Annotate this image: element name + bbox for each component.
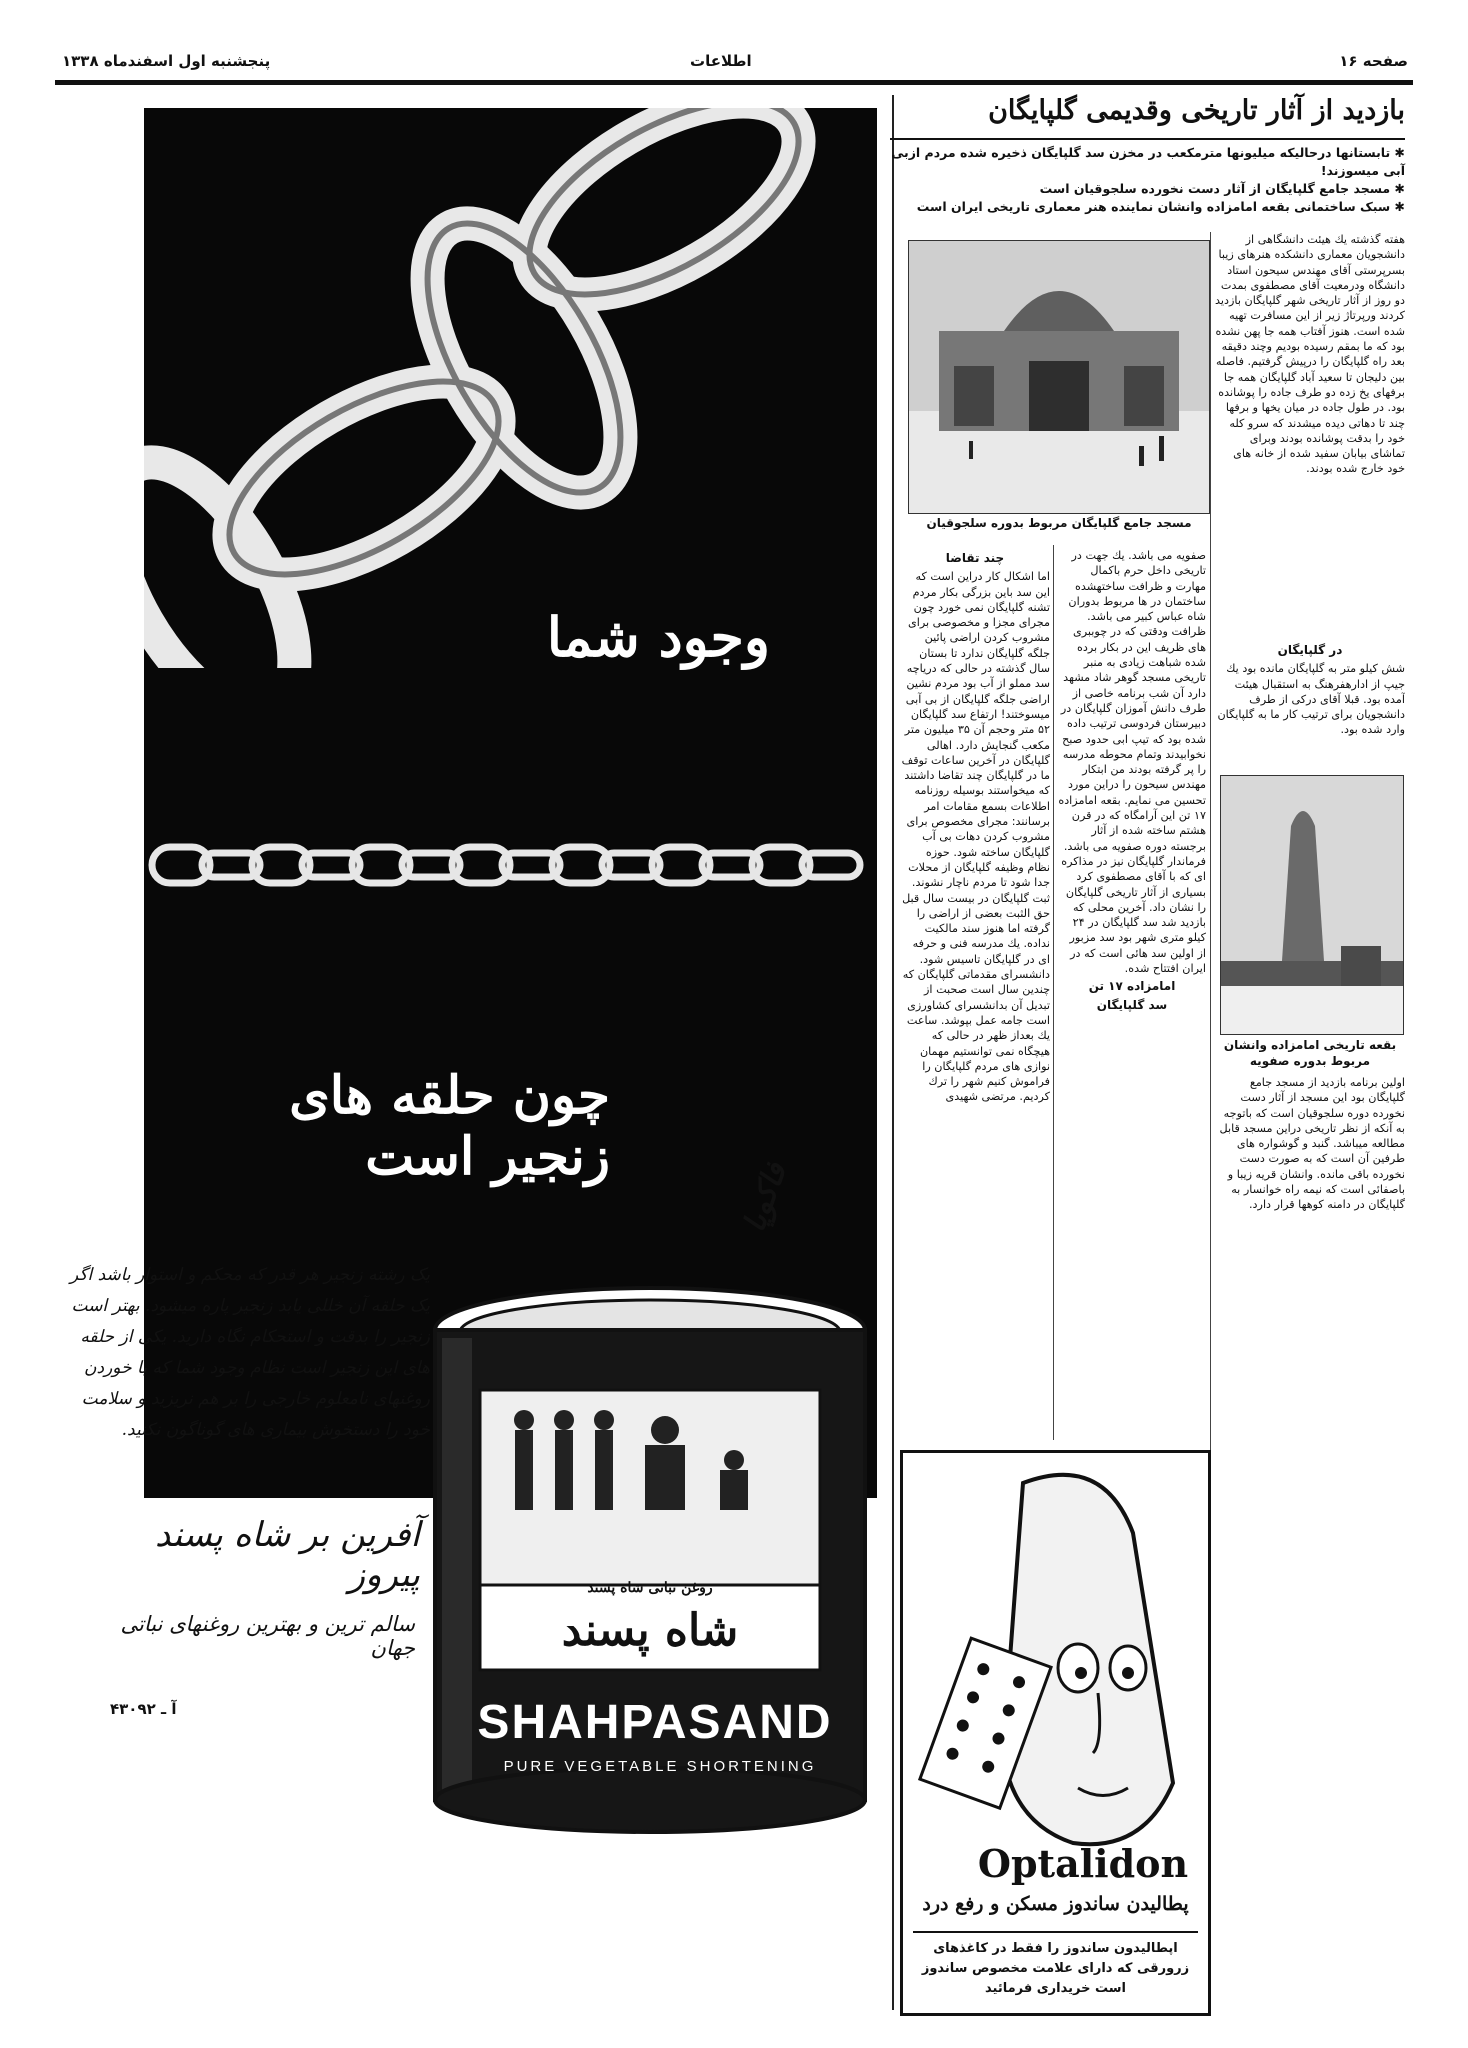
shrine-photo <box>1220 775 1404 1035</box>
column-divider <box>892 95 894 2010</box>
shahpasand-tin <box>420 1280 880 1840</box>
chain-link <box>388 193 659 523</box>
section-subheading: امامزاده ۱۷ تن <box>1088 979 1176 994</box>
article-paragraph: اما اشکال کار دراین است که این سد باین بزرگی بکار مردم تشنه گلپایگان نمی خورد چون مجرای مجزا و مخصوصی برای مشروب کردن اراضی پائین جلگه گلپایگان ندارد تا بستان سال گذشته در حالی که دریاچه سد مملو از آب بود مردم نشین اراضی جلگه گلپایگان از بی آبی میسوختند! ارتفاع سد گلپایگان ۵۲ متر وحجم آن ۳۵ میلیون متر مکعب گنجایش دارد. اهالی گلپایگان در آخرین ساعات توقف ما در گلپایگان چند تقاضا داشتند که میخواستند بوسیله روزنامه اطلاعات بسمع مقامات امر برسانند: مجرای مخصوص برای مشروب کردن دهات بی آب گلپایگان ساخته شود. حوزه نظام وظیفه گلپایگان از محلات جدا شود تا مردم ناچار نشوند. ثبت گلپایگان در بیست سال قبل حق الثبت بعضی از اراضی را گرفته اما هنوز سند مالکیت نداده. یك مدرسه فنی و حرفه ای در گلپایگان تاسیس شود. دانشسرای مقدماتی گلپایگان که چندین سال است صحبت از تبدیل آن بدانشسرای کشاورزی است جامه عمل بپوشد. ساعت یك بعداز ظهر در حالی که هیچگاه نمی توانستیم مهمان نوازی های مردم گلپایگان را فراموش کنیم شهر را ترك کردیم. مرتضی شهیدی <box>901 570 1050 1104</box>
tin-brand-fa: شاه پسند <box>561 1605 739 1656</box>
tin-tagline: PURE VEGETABLE SHORTENING <box>503 1758 817 1775</box>
ad-headline-2: آفرین بر شاه پسند پیروز <box>154 1515 420 1595</box>
article-title: بازدید از آثار تاریخی وقدیمی گلپایگان <box>988 95 1405 126</box>
article-column-3 <box>900 548 1050 1438</box>
article-column-1c <box>1215 1075 1405 2005</box>
article-paragraph: اولین برنامه بازدید از مسجد جامع گلپایگان بود این مسجد از آثار دست نخورده دوره سلجوقیان است که باتوجه به آنکه از نظر تاریخی دراین مسجد قابل مطالعه میباشد. گنبد و گوشواره های طرفین آن است که به صورت دست نخورده باقی مانده. وانشان قریه زیبا و باصفائی است که نیمه راه خوانسار به گلپایگان در دامنه کوهها قرار دارد. <box>1219 1076 1405 1212</box>
agency-signature: فاکوپا <box>736 1158 794 1237</box>
article-column-1b <box>1215 640 1405 765</box>
section-subheading: سد گلپایگان <box>1096 997 1168 1012</box>
chain-link <box>499 108 829 334</box>
optalidon-illustration <box>903 1453 1208 1883</box>
mosque-photo <box>908 240 1210 514</box>
large-chain-illustration <box>144 108 877 668</box>
bullet-item: ✱ سبک ساختمانی بقعه امامزاده وانشان نماینده هنر معماری تاریخی ایران است <box>916 199 1405 214</box>
article-bullets <box>890 144 1405 216</box>
shrine-photo-caption: بقعه تاریخی امامزاده وانشان مربوط بدوره صفویه <box>1223 1038 1397 1068</box>
optalidon-rule <box>913 1931 1198 1933</box>
optalidon-brand: Optalidon <box>977 1841 1189 1886</box>
ad-slogan-line2: چون حلقه های زنجیر است <box>289 1065 610 1187</box>
tin-can-graphic <box>420 1280 880 1840</box>
bullet-item: ✱ مسجد جامع گلپایگان از آثار دست نخورده سلجوقیان است <box>1039 181 1405 196</box>
optalidon-brand-fa: پطالیدن ساندوز مسکن و رفع درد <box>922 1893 1189 1915</box>
optalidon-ad <box>900 1450 1211 2016</box>
article-paragraph: شش کیلو متر به گلپایگان مانده بود یك جیپ از ادارهفرهنگ به استقبال هیئت آمده بود. قبلا آقای درکی از طرف دانشجویان برای ترتیب کار ما به گلپایگان وارد شده بود. <box>1217 662 1405 737</box>
optalidon-body: اپطالیدون ساندوز را فقط در کاغذهای زرورقی که دارای علامت مخصوص ساندوز است خریداری فرمائید <box>921 1941 1190 1996</box>
ad-slogan-line1: وجود شما <box>546 605 770 669</box>
newspaper-name: اطلاعات <box>690 52 752 70</box>
column-rule <box>1053 545 1054 1440</box>
ad-body-copy: یک رشته زنجیر هر قدر که محکم و استوار باشد اگر یک حلقه آن خللی یابد زنجیر پاره میشود. بهتر است زنجیر را بدقت و استحکام نگاه دارید. یکی از حلقه های این زنجیر است نظام وجود شما که با خوردن روغنهای نامعلوم خارجی را بر هم نریزید و سلامت خود را دستخوش بیماری های گوناگون نکنید. <box>70 1265 430 1440</box>
article-column-1a <box>1215 232 1405 632</box>
article-paragraph: صفویه می باشد. یك جهت در تاریخی داخل حرم باکمال مهارت و ظرافت ساختهشده ساختمان در ها مربوط بدوران شاه عباس کبیر می باشد. ظرافت ودقتی که در چوببری های ظریف این در بکار برده شده شباهت زیادی به منبر تاریخی مسجد گوهر شاد مشهد دارد آن شب برنامه خاصی از طرف دانش آموزان گلپایگان در دبیرستان فردوسی ترتیب داده شده بود که تیپ ابی حدود صبح نخوابیدند وتمام محوطه مدرسه را پر گرفته بودند من ابتکار مهندس سیحون را دراین مورد تحسین می نمایم. بقعه امامزاده ۱۷ تن این آرامگاه که در قرن هشتم ساخته شده از آثار برجسته دوره صفویه می باشد. فرماندار گلپایگان نیز در مذاکره ای که با آقای مصطفوی کرد بسیاری از آثار تاریخی گلپایگان را نشان داد. آخرین محلی که بازدید شد سد گلپایگان در ۲۴ کیلو متری شهر بود سد مزبور از اولین سد هائی است که در ایران افتتاح شده. <box>1058 549 1206 976</box>
bullet-item: ✱ تابستانها درحالیکه میلیونها مترمکعب در مخزن سد گلپایگان ذخیره شده مردم ازبی آبی میسوزند! <box>891 145 1405 178</box>
shrine-image <box>1221 776 1403 1034</box>
chain-link <box>199 342 529 613</box>
issue-date: پنجشنبه اول اسفندماه ۱۳۳۸ <box>62 52 271 70</box>
section-subheading: در گلپایگان <box>1277 643 1343 657</box>
tin-brand-en: SHAHPASAND <box>477 1696 833 1749</box>
title-rule <box>890 138 1405 140</box>
ad-code: آ ـ ۴۳۰۹۲ <box>110 1700 177 1718</box>
thin-chain-illustration <box>144 835 877 895</box>
article-column-2 <box>1058 548 1206 1438</box>
header-rule <box>55 80 1413 85</box>
article-paragraph: هفته گذشته یك هیئت دانشگاهی از دانشجویان معماری دانشکده هنرهای زیبا بسرپرستی آقای مهندس سیحون استاد دانشگاه ودرمعیت آقای مصطفوی بمدت دو روز از آثار تاریخی شهر گلپایگان بازدید کردند ورپرتاژ زیر از این مسافرت تهیه شده است. هنوز آفتاب همه جا پهن نشده بود که ما بمقم رسیده بودیم وچند دقیقه بعد راه گلپایگان را درپیش گرفتیم. فاصله بین دلیجان تا سعید آباد گلپایگان همه جا برفهای یخ زده دو طرف جاده را پوشانده بود. در طول جاده در میان یخها و برفها چند تا دهاتی دیده میشدند که سرو کله خود را بدقت پوشانده بودند وبرای تماشای بیابان سفید شده از خانه های خود خارج شده بودند. <box>1215 233 1405 476</box>
mosque-image <box>909 241 1209 513</box>
page-number: صفحه ۱۶ <box>1339 52 1408 70</box>
ad-footer-line: سالم ترین و بهترین روغنهای نباتی جهان <box>120 1612 415 1660</box>
mosque-photo-caption: مسجد جامع گلپایگان مربوط بدوره سلجوقیان <box>926 516 1192 530</box>
section-subheading: چند تقاضا <box>945 551 1005 565</box>
tin-brand-fa-small: روغن نباتی شاه پسند <box>587 1580 713 1596</box>
